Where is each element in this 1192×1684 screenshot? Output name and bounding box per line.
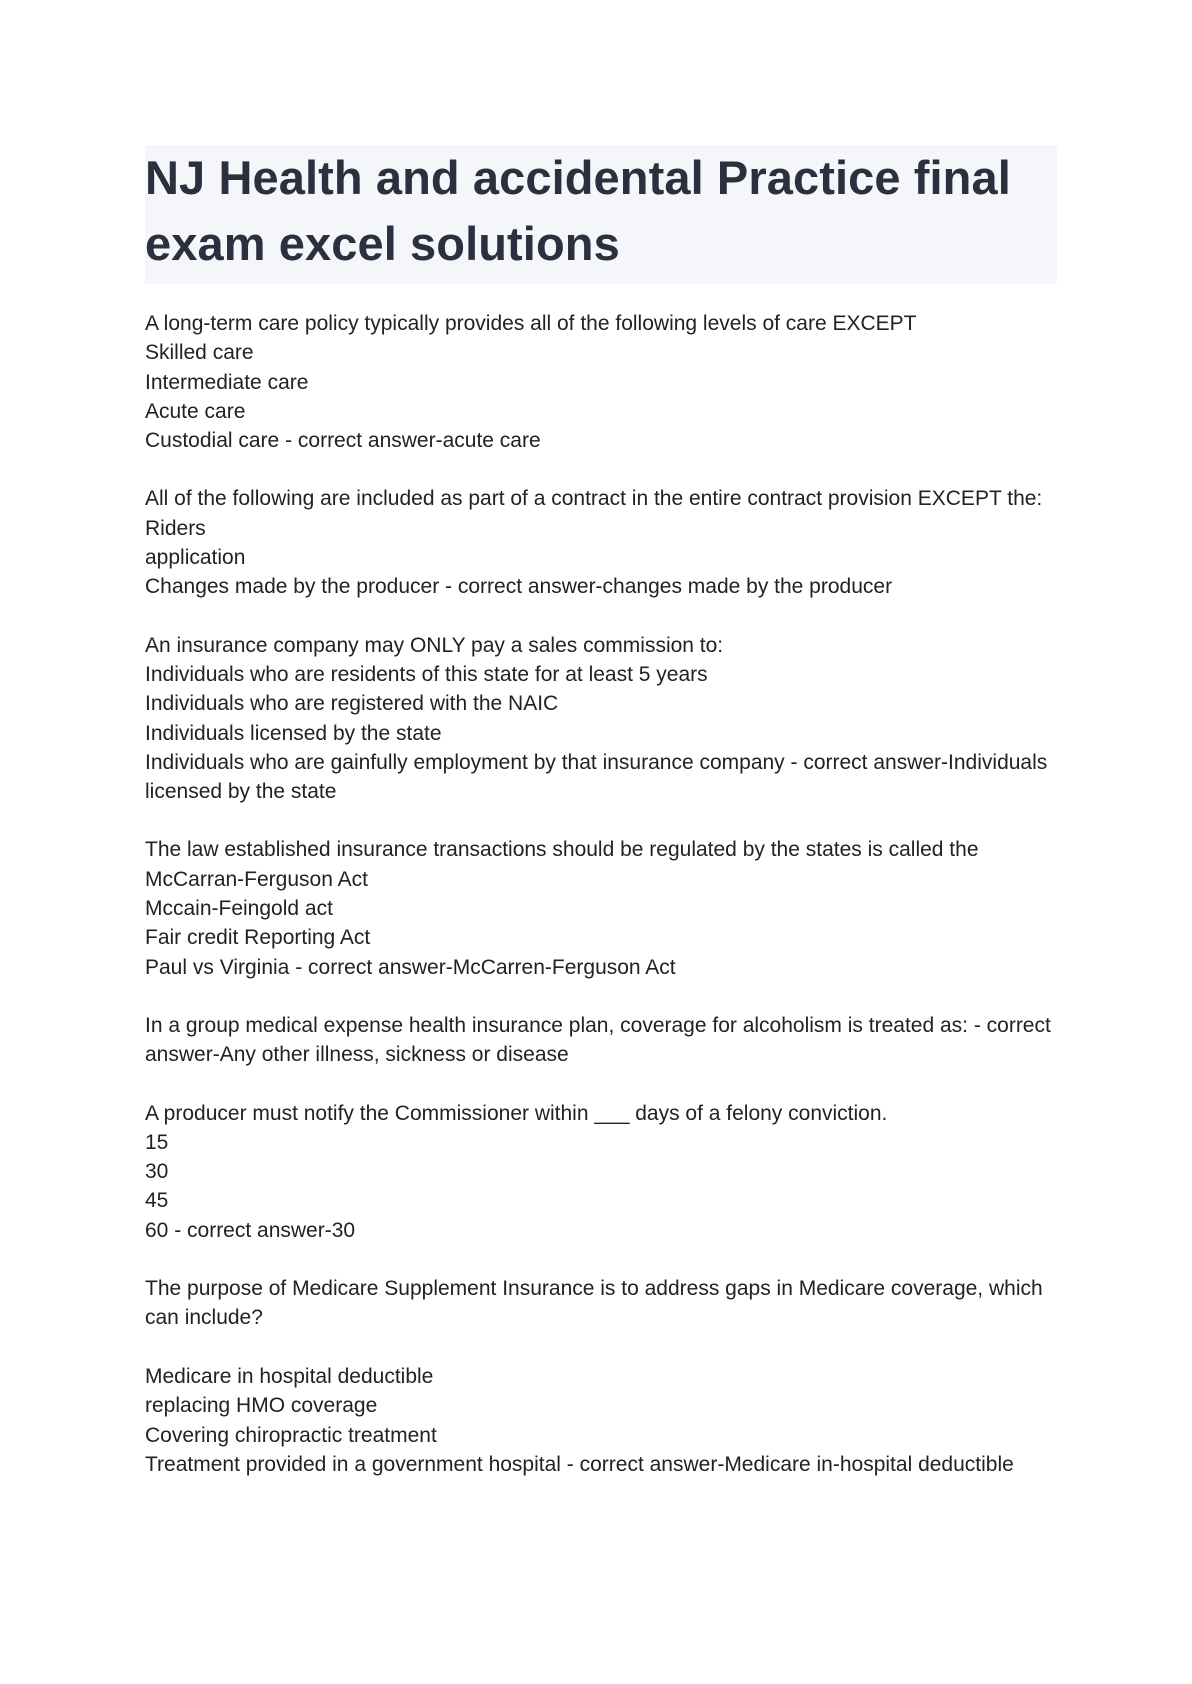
answer-option: Acute care: [145, 399, 246, 423]
answer-option: Riders: [145, 516, 206, 540]
question-block: [145, 631, 1057, 807]
answer-option: Fair credit Reporting Act: [145, 926, 371, 950]
answer-option: Changes made by the producer - correct answer-changes made by the producer: [145, 575, 893, 599]
answer-option: Covering chiropractic treatment: [145, 1423, 437, 1447]
answer-option: 30: [145, 1160, 169, 1184]
answer-option: Intermediate care: [145, 370, 309, 394]
answer-option: Individuals licensed by the state: [145, 721, 442, 745]
question-text: All of the following are included as part of a contract in the entire contract provision EXCEPT the:: [145, 487, 1043, 511]
document-title: NJ Health and accidental Practice final exam excel solutions: [145, 151, 1011, 270]
question-text: The law established insurance transactions should be regulated by the states is called the: [145, 838, 979, 862]
question-block: [145, 835, 1057, 981]
question-text: An insurance company may ONLY pay a sales commission to:: [145, 633, 724, 657]
answer-option: application: [145, 546, 246, 570]
question-text: In a group medical expense health insurance plan, coverage for alcoholism is treated as: - correct answer-Any other illness, sickness or disease: [145, 1013, 1051, 1067]
question-block: [145, 309, 1057, 455]
answer-option: Mccain-Feingold act: [145, 897, 333, 921]
question-text: A long-term care policy typically provides all of the following levels of care EXCEPT: [145, 312, 917, 335]
answer-option: Individuals who are registered with the NAIC: [145, 692, 559, 716]
answer-option: Skilled care: [145, 341, 254, 365]
question-block: [145, 484, 1057, 601]
question-text: The purpose of Medicare Supplement Insurance is to address gaps in Medicare coverage, which can include?: [145, 1277, 1043, 1330]
answer-option: replacing HMO coverage: [145, 1394, 378, 1418]
question-block: [145, 1274, 1057, 1479]
answer-option: Treatment provided in a government hospital - correct answer-Medicare in-hospital deductible: [145, 1452, 1014, 1476]
question-text: A producer must notify the Commissioner within ___ days of a felony conviction.: [145, 1101, 888, 1125]
answer-option: 15: [145, 1130, 169, 1154]
document-body: [145, 309, 1057, 1479]
answer-option: Individuals who are residents of this state for at least 5 years: [145, 662, 708, 686]
answer-option: Medicare in hospital deductible: [145, 1364, 434, 1388]
answer-option: Paul vs Virginia - correct answer-McCarren-Ferguson Act: [145, 955, 676, 979]
document-page: [145, 145, 1057, 1508]
answer-option: Custodial care - correct answer-acute care: [145, 429, 541, 453]
question-block: [145, 1011, 1057, 1070]
answer-option: 60 - correct answer-30: [145, 1218, 356, 1242]
answer-option: 45: [145, 1189, 169, 1213]
question-block: [145, 1099, 1057, 1245]
answer-option: McCarran-Ferguson Act: [145, 867, 368, 891]
answer-option: Individuals who are gainfully employment by that insurance company - correct answer-Individuals licensed by the state: [145, 750, 1048, 804]
title-banner: [145, 145, 1057, 284]
blank-line: [145, 1333, 1057, 1362]
